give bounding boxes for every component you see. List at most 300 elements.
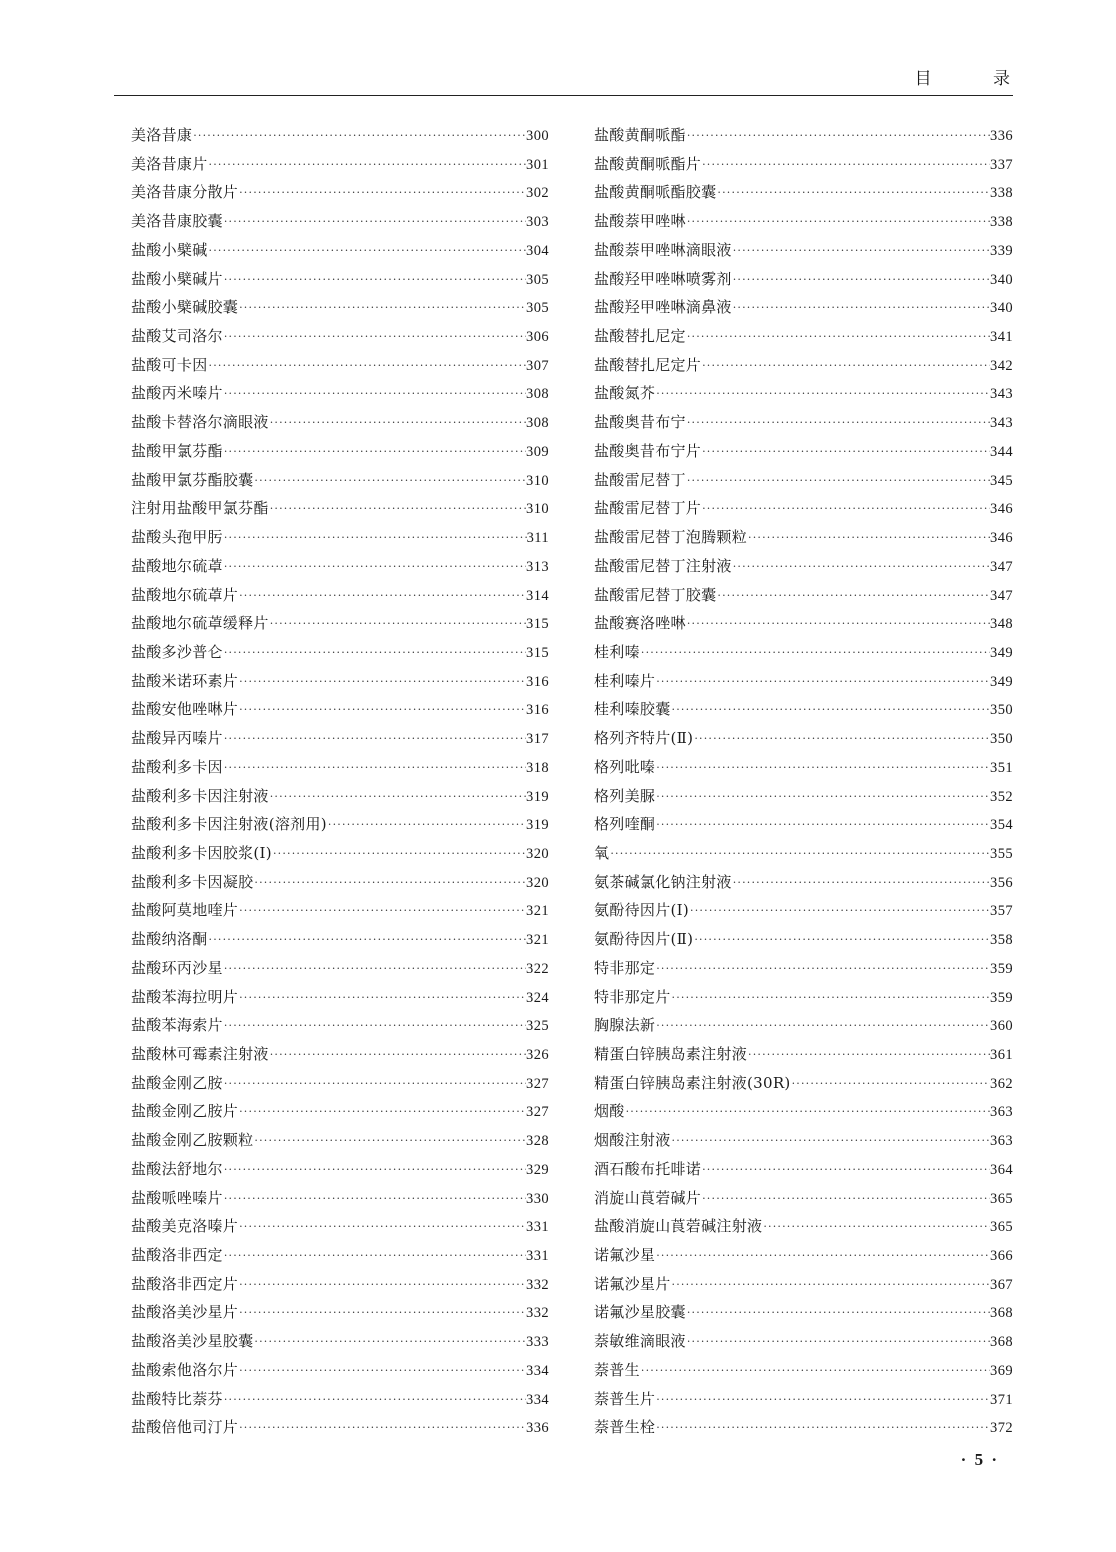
toc-entry[interactable] xyxy=(594,178,1013,207)
toc-entry-title: 盐酸地尔硫䓬缓释片 xyxy=(131,614,269,633)
toc-entry[interactable] xyxy=(594,925,1013,954)
toc-dot-leader xyxy=(269,1041,526,1070)
page-header-title: 目 录 xyxy=(914,69,1038,89)
toc-entry-page: 304 xyxy=(526,242,549,259)
toc-entry[interactable] xyxy=(594,552,1013,581)
toc-entry-title: 诺氟沙星片 xyxy=(594,1274,671,1293)
toc-entry[interactable] xyxy=(131,1155,549,1184)
toc-entry-title: 胸腺法新 xyxy=(594,1016,656,1035)
toc-entry[interactable] xyxy=(131,753,549,782)
toc-dot-leader xyxy=(223,524,527,553)
toc-entry[interactable] xyxy=(131,1298,549,1327)
toc-entry[interactable] xyxy=(131,925,549,954)
toc-entry-page: 360 xyxy=(990,1018,1013,1035)
toc-entry[interactable] xyxy=(131,293,549,322)
toc-entry-title: 美洛昔康 xyxy=(131,126,193,144)
toc-entry[interactable] xyxy=(131,1356,549,1385)
toc-entry[interactable] xyxy=(131,265,549,294)
toc-dot-leader xyxy=(732,553,990,582)
toc-dot-leader xyxy=(655,1386,990,1415)
toc-entry-page: 369 xyxy=(990,1362,1013,1379)
toc-entry[interactable] xyxy=(594,379,1013,408)
toc-entry-title: 萘普生栓 xyxy=(594,1418,656,1437)
toc-dot-leader xyxy=(701,495,990,524)
toc-dot-leader xyxy=(671,1127,991,1156)
toc-entry-title: 氨酚待因片(Ⅱ) xyxy=(594,930,694,949)
toc-dot-leader xyxy=(686,323,990,352)
toc-entry[interactable] xyxy=(131,724,549,753)
toc-dot-leader xyxy=(655,380,990,409)
toc-entry-title: 桂利嗪 xyxy=(594,642,640,661)
toc-entry-title: 盐酸萘甲唑啉 xyxy=(594,212,686,231)
toc-entry-page: 347 xyxy=(990,587,1013,604)
toc-entry-title: 盐酸地尔硫䓬 xyxy=(131,556,223,575)
toc-entry-title: 消旋山莨菪碱片 xyxy=(594,1188,702,1207)
toc-dot-leader xyxy=(686,1299,990,1328)
toc-entry[interactable] xyxy=(594,1241,1013,1270)
toc-entry[interactable] xyxy=(131,896,549,925)
toc-entry-page: 342 xyxy=(990,357,1013,374)
toc-entry-page: 318 xyxy=(526,759,549,776)
toc-entry-page: 311 xyxy=(526,530,549,547)
toc-entry[interactable] xyxy=(594,265,1013,294)
toc-entry[interactable] xyxy=(131,236,549,265)
toc-dot-leader xyxy=(223,266,526,295)
toc-dot-leader xyxy=(791,1070,990,1099)
toc-entry-title: 盐酸安他唑啉片 xyxy=(131,700,239,719)
toc-entry-title: 盐酸苯海拉明片 xyxy=(131,987,239,1006)
toc-dot-leader xyxy=(238,294,526,323)
toc-entry-page: 339 xyxy=(990,242,1013,259)
toc-entry[interactable] xyxy=(131,638,549,667)
toc-entry-title: 盐酸替扎尼定 xyxy=(594,327,686,346)
toc-entry[interactable] xyxy=(131,523,549,552)
toc-entry-title: 烟酸 xyxy=(594,1102,625,1121)
toc-entry[interactable] xyxy=(594,408,1013,437)
toc-entry-title: 格列齐特片(Ⅱ) xyxy=(594,729,694,748)
toc-entry[interactable] xyxy=(594,494,1013,523)
toc-dot-leader xyxy=(640,639,990,668)
toc-dot-leader xyxy=(238,1357,526,1386)
toc-dot-leader xyxy=(686,122,990,151)
toc-entry-page: 321 xyxy=(526,932,549,949)
toc-entry-title: 盐酸索他洛尔片 xyxy=(131,1360,239,1379)
toc-entry-page: 307 xyxy=(526,357,549,374)
toc-dot-leader xyxy=(689,897,990,926)
toc-entry[interactable] xyxy=(594,121,1013,150)
toc-entry-page: 341 xyxy=(990,329,1013,346)
toc-entry-page: 330 xyxy=(526,1190,549,1207)
toc-entry[interactable] xyxy=(131,667,549,696)
toc-entry-page: 315 xyxy=(526,616,549,633)
toc-entry[interactable] xyxy=(131,207,549,236)
toc-entry-page: 365 xyxy=(990,1190,1013,1207)
toc-entry-title: 注射用盐酸甲氯芬酯 xyxy=(131,499,269,518)
toc-entry-page: 355 xyxy=(990,845,1013,862)
toc-entry[interactable] xyxy=(594,1270,1013,1299)
page-number: · 5 · xyxy=(960,1450,999,1469)
toc-entry[interactable] xyxy=(594,753,1013,782)
toc-entry-page: 334 xyxy=(526,1362,549,1379)
toc-entry-page: 368 xyxy=(990,1305,1013,1322)
toc-entry-title: 盐酸卡替洛尔滴眼液 xyxy=(131,413,269,432)
toc-entry[interactable] xyxy=(594,695,1013,724)
toc-entry[interactable] xyxy=(594,896,1013,925)
toc-entry-title: 盐酸金刚乙胺颗粒 xyxy=(131,1131,254,1150)
toc-entry-page: 308 xyxy=(526,386,549,403)
toc-entry-page: 363 xyxy=(990,1133,1013,1150)
toc-entry-title: 特非那定 xyxy=(594,958,656,977)
toc-entry-title: 盐酸利多卡因注射液(溶剂用) xyxy=(131,815,327,834)
toc-entry-title: 酒石酸布托啡诺 xyxy=(594,1159,702,1178)
toc-dot-leader xyxy=(223,1185,526,1214)
toc-entry-title: 精蛋白锌胰岛素注射液(30R) xyxy=(594,1073,791,1092)
toc-entry-page: 362 xyxy=(990,1075,1013,1092)
toc-entry[interactable] xyxy=(131,581,549,610)
toc-dot-leader xyxy=(223,1012,526,1041)
toc-dot-leader xyxy=(747,1041,990,1070)
toc-entry-title: 盐酸金刚乙胺 xyxy=(131,1073,223,1092)
toc-dot-leader xyxy=(238,1414,526,1443)
toc-dot-leader xyxy=(238,897,526,926)
toc-entry-page: 306 xyxy=(526,329,549,346)
toc-dot-leader xyxy=(253,1328,526,1357)
toc-dot-leader xyxy=(269,409,526,438)
toc-entry-page: 349 xyxy=(990,644,1013,661)
toc-entry-title: 精蛋白锌胰岛素注射液 xyxy=(594,1045,748,1063)
toc-entry[interactable] xyxy=(131,1270,549,1299)
toc-entry-title: 盐酸甲氯芬酯胶囊 xyxy=(131,470,254,489)
toc-entry-page: 305 xyxy=(526,300,549,317)
toc-entry-page: 354 xyxy=(990,817,1013,834)
toc-entry-title: 氨酚待因片(Ⅰ) xyxy=(594,901,690,920)
toc-entry-title: 特非那定片 xyxy=(594,987,671,1006)
toc-entry[interactable] xyxy=(594,868,1013,897)
toc-dot-leader xyxy=(686,1328,990,1357)
toc-entry-title: 盐酸洛非西定 xyxy=(131,1246,223,1265)
toc-entry-page: 308 xyxy=(526,415,549,432)
toc-entry[interactable] xyxy=(594,638,1013,667)
toc-entry-title: 盐酸利多卡因注射液 xyxy=(131,786,269,805)
toc-entry-title: 盐酸黄酮哌酯胶囊 xyxy=(594,183,717,202)
toc-entry[interactable] xyxy=(594,1126,1013,1155)
toc-dot-leader xyxy=(655,668,990,697)
toc-entry[interactable] xyxy=(131,1126,549,1155)
header-rule xyxy=(114,95,1013,96)
toc-dot-leader xyxy=(223,1386,526,1415)
toc-entry[interactable] xyxy=(594,1413,1013,1442)
toc-entry-title: 盐酸美克洛嗪片 xyxy=(131,1217,239,1236)
toc-entry-title: 桂利嗪胶囊 xyxy=(594,700,671,719)
toc-entry-page: 331 xyxy=(526,1219,549,1236)
toc-entry[interactable] xyxy=(594,1212,1013,1241)
toc-entry-title: 盐酸赛洛唑啉 xyxy=(594,614,686,633)
toc-entry[interactable] xyxy=(594,523,1013,552)
toc-entry-title: 盐酸法舒地尔 xyxy=(131,1159,223,1178)
toc-dot-leader xyxy=(238,582,526,611)
toc-entry-page: 368 xyxy=(990,1334,1013,1351)
toc-entry-page: 343 xyxy=(990,386,1013,403)
toc-entry-title: 萘敏维滴眼液 xyxy=(594,1332,686,1351)
toc-entry-title: 盐酸雷尼替丁片 xyxy=(594,499,702,518)
toc-entry-page: 371 xyxy=(990,1391,1013,1408)
toc-dot-leader xyxy=(238,668,526,697)
toc-entry[interactable] xyxy=(594,1327,1013,1356)
toc-entry-page: 332 xyxy=(526,1305,549,1322)
toc-entry-title: 盐酸雷尼替丁注射液 xyxy=(594,556,732,575)
toc-entry-title: 格列吡嗪 xyxy=(594,757,656,776)
toc-entry[interactable] xyxy=(594,839,1013,868)
toc-dot-leader xyxy=(640,1357,990,1386)
toc-entry-page: 319 xyxy=(526,788,549,805)
toc-dot-leader xyxy=(223,725,526,754)
toc-entry[interactable] xyxy=(594,954,1013,983)
toc-entry-page: 350 xyxy=(990,731,1013,748)
toc-entry-page: 301 xyxy=(526,156,549,173)
toc-entry-title: 盐酸黄酮哌酯片 xyxy=(594,154,702,173)
toc-dot-leader xyxy=(655,1242,990,1271)
toc-dot-leader xyxy=(693,725,990,754)
toc-entry[interactable] xyxy=(131,1241,549,1270)
toc-entry-page: 364 xyxy=(990,1161,1013,1178)
toc-entry-title: 盐酸萘甲唑啉滴眼液 xyxy=(594,240,732,259)
toc-entry[interactable] xyxy=(594,667,1013,696)
toc-entry[interactable] xyxy=(594,322,1013,351)
toc-entry-title: 盐酸利多卡因凝胶 xyxy=(131,872,254,891)
toc-dot-leader xyxy=(223,208,526,237)
toc-entry[interactable] xyxy=(131,839,549,868)
toc-dot-leader xyxy=(269,783,526,812)
toc-entry-title: 萘普生片 xyxy=(594,1389,656,1408)
toc-dot-leader xyxy=(238,179,526,208)
toc-entry[interactable] xyxy=(131,379,549,408)
toc-entry-page: 309 xyxy=(526,443,549,460)
toc-dot-leader xyxy=(327,811,526,840)
toc-entry[interactable] xyxy=(594,1298,1013,1327)
toc-entry[interactable] xyxy=(131,494,549,523)
toc-entry-page: 338 xyxy=(990,214,1013,231)
toc-entry[interactable] xyxy=(131,437,549,466)
toc-dot-leader xyxy=(223,1070,526,1099)
toc-entry-title: 美洛昔康片 xyxy=(131,154,208,173)
toc-dot-leader xyxy=(238,1213,526,1242)
toc-entry-page: 327 xyxy=(526,1075,549,1092)
toc-entry-page: 366 xyxy=(990,1248,1013,1265)
toc-entry-page: 325 xyxy=(526,1018,549,1035)
toc-entry[interactable] xyxy=(131,810,549,839)
toc-entry-page: 372 xyxy=(990,1420,1013,1437)
toc-entry-page: 349 xyxy=(990,673,1013,690)
toc-entry[interactable] xyxy=(131,1097,549,1126)
toc-dot-leader xyxy=(223,380,526,409)
toc-entry-page: 319 xyxy=(526,817,549,834)
toc-dot-leader xyxy=(238,1271,526,1300)
toc-entry[interactable] xyxy=(594,351,1013,380)
toc-dot-leader xyxy=(238,696,526,725)
toc-entry-title: 盐酸黄酮哌酯 xyxy=(594,126,686,144)
toc-entry[interactable] xyxy=(131,466,549,495)
toc-dot-leader xyxy=(223,323,526,352)
toc-entry-page: 331 xyxy=(526,1248,549,1265)
toc-entry[interactable] xyxy=(131,408,549,437)
toc-entry-page: 352 xyxy=(990,788,1013,805)
toc-entry[interactable] xyxy=(594,581,1013,610)
toc-entry[interactable] xyxy=(594,810,1013,839)
toc-entry[interactable] xyxy=(131,1040,549,1069)
toc-entry-page: 358 xyxy=(990,932,1013,949)
toc-left-column xyxy=(131,121,549,1442)
toc-entry-title: 氧 xyxy=(594,843,610,862)
toc-entry[interactable] xyxy=(594,1097,1013,1126)
toc-entry-page: 322 xyxy=(526,960,549,977)
toc-entry[interactable] xyxy=(594,983,1013,1012)
toc-entry-page: 315 xyxy=(526,644,549,661)
toc-entry-title: 盐酸洛美沙星片 xyxy=(131,1303,239,1322)
toc-dot-leader xyxy=(732,869,990,898)
toc-entry[interactable] xyxy=(131,695,549,724)
toc-entry-page: 345 xyxy=(990,472,1013,489)
toc-dot-leader xyxy=(223,553,526,582)
toc-entry-title: 盐酸小檗碱胶囊 xyxy=(131,298,239,317)
toc-entry[interactable] xyxy=(131,1184,549,1213)
toc-entry-title: 盐酸甲氯芬酯 xyxy=(131,441,223,460)
toc-dot-leader xyxy=(747,524,990,553)
toc-entry[interactable] xyxy=(594,782,1013,811)
toc-dot-leader xyxy=(625,1098,990,1127)
toc-entry[interactable] xyxy=(131,1011,549,1040)
toc-entry-title: 盐酸奥昔布宁 xyxy=(594,413,686,432)
toc-entry[interactable] xyxy=(131,1385,549,1414)
toc-entry[interactable] xyxy=(594,236,1013,265)
toc-entry-page: 316 xyxy=(526,702,549,719)
toc-entry-page: 305 xyxy=(526,271,549,288)
toc-entry[interactable] xyxy=(131,782,549,811)
toc-right-column xyxy=(594,121,1013,1442)
toc-entry-page: 310 xyxy=(526,472,549,489)
toc-entry[interactable] xyxy=(594,207,1013,236)
toc-entry-title: 盐酸雷尼替丁泡腾颗粒 xyxy=(594,528,748,547)
toc-entry[interactable] xyxy=(594,466,1013,495)
toc-dot-leader xyxy=(238,984,526,1013)
toc-entry-page: 365 xyxy=(990,1219,1013,1236)
toc-entry-title: 盐酸小檗碱 xyxy=(131,240,208,259)
toc-entry[interactable] xyxy=(131,1069,549,1098)
toc-entry-page: 313 xyxy=(526,558,549,575)
toc-entry[interactable] xyxy=(594,1040,1013,1069)
toc-dot-leader xyxy=(701,151,990,180)
toc-dot-leader xyxy=(701,438,990,467)
toc-entry-title: 盐酸艾司洛尔 xyxy=(131,327,223,346)
toc-entry-page: 367 xyxy=(990,1276,1013,1293)
toc-dot-leader xyxy=(208,352,527,381)
toc-entry-page: 351 xyxy=(990,759,1013,776)
toc-dot-leader xyxy=(655,783,990,812)
toc-entry-page: 346 xyxy=(990,501,1013,518)
toc-entry[interactable] xyxy=(594,724,1013,753)
toc-entry[interactable] xyxy=(131,954,549,983)
toc-dot-leader xyxy=(223,955,526,984)
toc-entry[interactable] xyxy=(131,150,549,179)
toc-entry-title: 烟酸注射液 xyxy=(594,1131,671,1150)
toc-dot-leader xyxy=(686,467,990,496)
toc-entry[interactable] xyxy=(131,1413,549,1442)
toc-entry[interactable] xyxy=(131,178,549,207)
toc-entry[interactable] xyxy=(594,609,1013,638)
toc-entry-title: 美洛昔康分散片 xyxy=(131,183,239,202)
toc-entry-title: 盐酸洛美沙星胶囊 xyxy=(131,1332,254,1351)
toc-entry-title: 桂利嗪片 xyxy=(594,671,656,690)
toc-entry[interactable] xyxy=(594,1184,1013,1213)
toc-entry-page: 321 xyxy=(526,903,549,920)
toc-entry[interactable] xyxy=(131,1212,549,1241)
toc-entry[interactable] xyxy=(131,322,549,351)
toc-entry[interactable] xyxy=(131,609,549,638)
toc-dot-leader xyxy=(223,1156,526,1185)
toc-entry-page: 361 xyxy=(990,1047,1013,1063)
toc-entry[interactable] xyxy=(131,983,549,1012)
toc-entry[interactable] xyxy=(131,552,549,581)
toc-entry-title: 盐酸哌唑嗪片 xyxy=(131,1188,223,1207)
toc-entry-title: 萘普生 xyxy=(594,1360,640,1379)
toc-entry-page: 320 xyxy=(526,845,549,862)
toc-entry[interactable] xyxy=(594,1385,1013,1414)
toc-entry[interactable] xyxy=(594,293,1013,322)
toc-entry[interactable] xyxy=(131,868,549,897)
toc-entry-title: 盐酸米诺环素片 xyxy=(131,671,239,690)
toc-entry-page: 337 xyxy=(990,156,1013,173)
toc-entry-page: 347 xyxy=(990,558,1013,575)
toc-dot-leader xyxy=(208,237,527,266)
toc-entry-page: 332 xyxy=(526,1276,549,1293)
toc-entry-title: 盐酸特比萘芬 xyxy=(131,1389,223,1408)
toc-dot-leader xyxy=(253,1127,526,1156)
toc-entry-page: 348 xyxy=(990,616,1013,633)
toc-entry[interactable] xyxy=(594,1069,1013,1098)
toc-entry[interactable] xyxy=(131,121,549,150)
toc-entry[interactable] xyxy=(594,437,1013,466)
toc-entry[interactable] xyxy=(594,150,1013,179)
toc-entry-title: 盐酸氮芥 xyxy=(594,384,656,403)
toc-entry-page: 340 xyxy=(990,300,1013,317)
toc-entry[interactable] xyxy=(131,351,549,380)
toc-dot-leader xyxy=(223,754,526,783)
toc-dot-leader xyxy=(655,1414,990,1443)
toc-entry-title: 氨茶碱氯化钠注射液 xyxy=(594,872,732,891)
toc-dot-leader xyxy=(701,1156,990,1185)
toc-dot-leader xyxy=(671,696,991,725)
toc-dot-leader xyxy=(762,1213,990,1242)
toc-entry-title: 盐酸林可霉素注射液 xyxy=(131,1045,269,1063)
toc-entry[interactable] xyxy=(131,1327,549,1356)
toc-entry-title: 盐酸金刚乙胺片 xyxy=(131,1102,239,1121)
toc-entry[interactable] xyxy=(594,1356,1013,1385)
toc-dot-leader xyxy=(655,754,990,783)
toc-entry-page: 328 xyxy=(526,1133,549,1150)
toc-entry[interactable] xyxy=(594,1011,1013,1040)
toc-entry-page: 350 xyxy=(990,702,1013,719)
toc-entry-page: 329 xyxy=(526,1161,549,1178)
toc-entry-title: 盐酸利多卡因胶浆(Ⅰ) xyxy=(131,843,272,862)
toc-entry-page: 333 xyxy=(526,1334,549,1351)
toc-entry-page: 340 xyxy=(990,271,1013,288)
toc-entry-page: 338 xyxy=(990,185,1013,202)
toc-dot-leader xyxy=(208,926,527,955)
toc-dot-leader xyxy=(693,926,990,955)
toc-entry-page: 314 xyxy=(526,587,549,604)
toc-dot-leader xyxy=(253,467,526,496)
toc-dot-leader xyxy=(671,1271,991,1300)
toc-entry[interactable] xyxy=(594,1155,1013,1184)
